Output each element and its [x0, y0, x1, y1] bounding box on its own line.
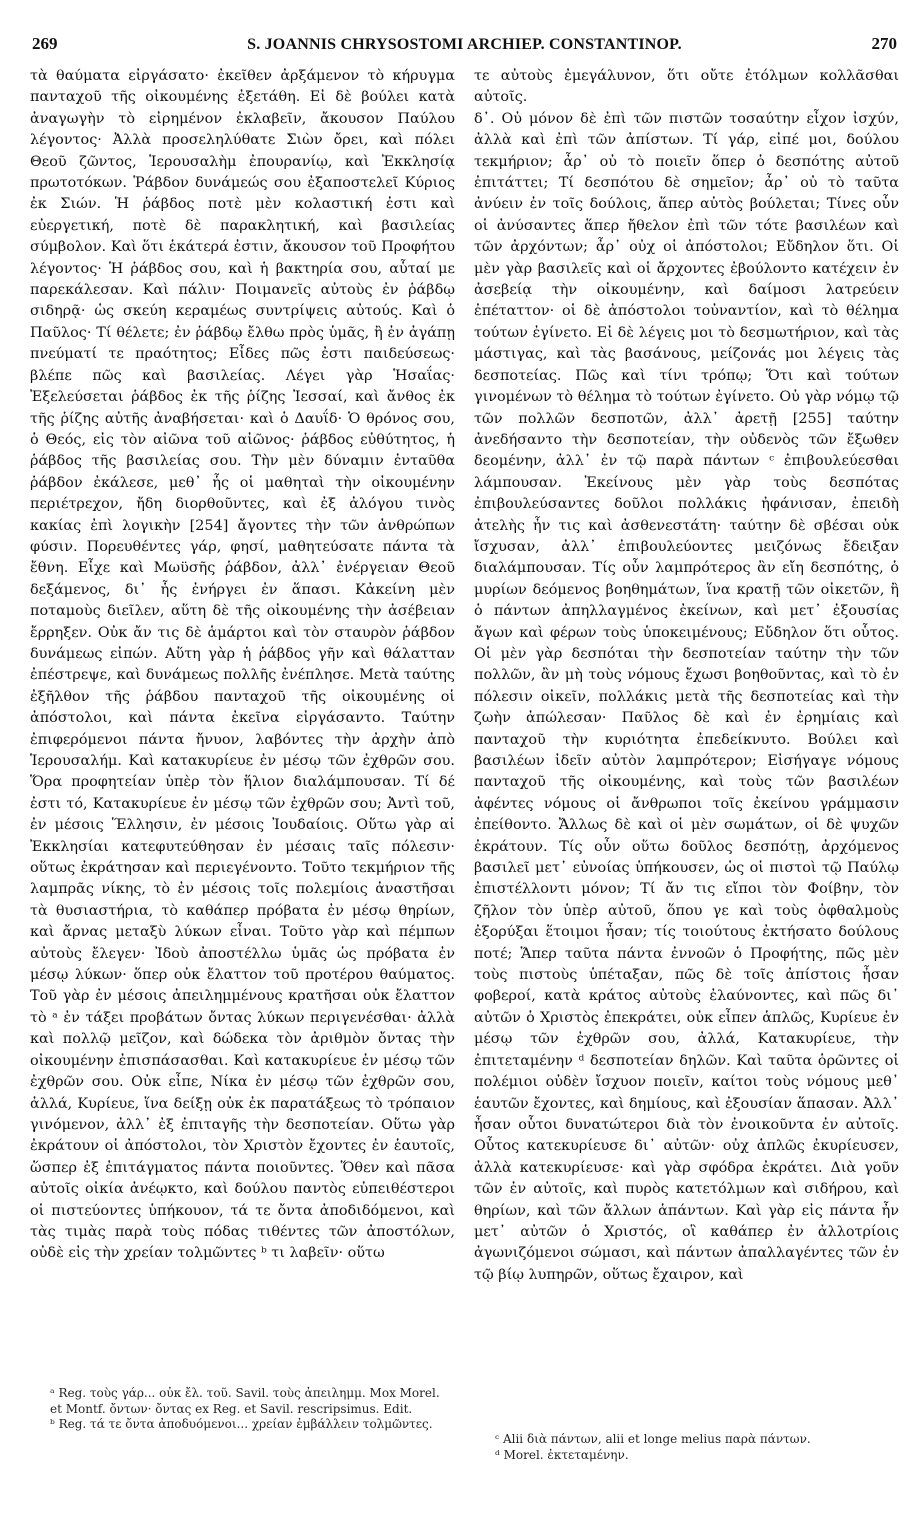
footnote-c: ᶜ Alii διὰ πάντων, alii et longe melius παρὰ πάντων. — [495, 1432, 811, 1446]
footnotes-right — [495, 1432, 895, 1463]
page-number-left: 269 — [32, 34, 58, 53]
right-column — [474, 66, 899, 1286]
right-paragraph: τε αὐτοὺς ἐμεγάλυνον, ὅτι οὔτε ἐτόλμων κολλᾶσθαι αὐτοῖς. — [474, 68, 899, 106]
page-number-right: 270 — [871, 34, 897, 53]
running-title: S. JOANNIS CHRYSOSTOMI ARCHIEP. CONSTANTINOP. — [247, 36, 682, 53]
footnote-b: ᵇ Reg. τά τε ὄντα ἀποδυόμενοι... χρείαν ἐμβάλλειν τολμῶντες. — [50, 1417, 433, 1431]
left-column — [30, 66, 455, 1265]
left-paragraph: τὰ θαύματα εἰργάσατο· ἐκεῖθεν ἀρξάμενον τὸ κήρυγμα πανταχοῦ τῆς οἰκουμένης ἐξετάθη. Εἰ δὲ βούλει κατὰ ἀναγωγὴν τὸ εἰρημένον ἐκλαβεῖν, ἄκουσον Παύλου λέγοντος· Ἀλλὰ προσεληλύθατε Σιὼν ὄρει, καὶ πόλει Θεοῦ ζῶντος, Ἱερουσαλὴμ ἐπουρανίῳ, καὶ Ἐκκλησίᾳ πρωτοτόκων. Ῥάβδον δυνάμεώς σου ἐξαποστελεῖ Κύριος ἐκ Σιών. Ἡ ῥάβδος ποτὲ μὲν κολαστική ἐστι καὶ εὐεργετική, ποτὲ δὲ παρακλητική, καὶ βασιλείας σύμβολον. Καὶ ὅτι ἑκάτερά ἐστιν, ἄκουσον τοῦ Προφήτου λέγοντος· Ἡ ῥάβδος σου, καὶ ἡ βακτηρία σου, αὗταί με παρεκάλεσαν. Καὶ πάλιν· Ποιμανεῖς αὐτοὺς ἐν ῥάβδῳ σιδηρᾷ· ὡς σκεύη κεραμέως συντρίψεις αὐτούς. Καὶ ὁ Παῦλος· Τί θέλετε; ἐν ῥάβδῳ ἔλθω πρὸς ὑμᾶς, ἢ ἐν ἀγάπῃ πνεύματί τε πραότητος; Εἶδες πῶς ἐστι παιδεύσεως· βλέπε πῶς καὶ βασιλείας. Λέγει γὰρ Ἡσαΐας· Ἐξελεύσεται ῥάβδος ἐκ τῆς ῥίζης Ἰεσσαί, καὶ ἄνθος ἐκ τῆς ῥίζης αὐτῆς ἀναβήσεται· καὶ ὁ Δαυΐδ· Ὁ θρόνος σου, ὁ Θεός, εἰς τὸν αἰῶνα τοῦ αἰῶνος· ῥάβδος εὐθύτητος, ἡ ῥάβδος τῆς βασιλείας σου. Τὴν μὲν δύναμιν ἐνταῦθα ῥάβδον ἐκάλεσε, μεθ᾽ ἧς οἱ μαθηταὶ τὴν οἰκουμένην περιέτρεχον, ἤδη διορθοῦντες, καὶ ἐξ ἀλόγου τινὸς κακίας ἐπὶ λογικὴν [254] ἄγοντες τὴν τῶν ἀνθρώπων φύσιν. Πορευθέντες γάρ, φησί, μαθητεύσατε πάντα τὰ ἔθνη. Εἶχε καὶ Μωϋσῆς ῥάβδον, ἀλλ᾽ ἐνέργειαν Θεοῦ δεξάμενος, δι᾽ ἧς ἐνήργει ἐν ἅπασι. Κἀκείνη μὲν ποταμοὺς διεῖλεν, αὕτη δὲ τῆς οἰκουμένης τὴν ἀσέβειαν ἔρρηξεν. Οὐκ ἄν τις δὲ ἁμάρτοι καὶ τὸν σταυρὸν ῥάβδον δυνάμεως εἰπών. Αὕτη γὰρ ἡ ῥάβδος γῆν καὶ θάλατταν ἐπέστρεψε, καὶ δυνάμεως πολλῆς ἐνέπλησε. Μετὰ ταύτης ἐξῆλθον τῆς ῥάβδου πανταχοῦ τῆς οἰκουμένης οἱ ἀπόστολοι, καὶ πάντα ἐκεῖνα εἰργάσαντο. Ταύτην ἐπιφερόμενοι πάντα ἤνυον, λαβόντες τὴν ἀρχὴν ἀπὸ Ἱερουσαλήμ. Καὶ κατακυρίευε ἐν μέσῳ τῶν ἐχθρῶν σου. Ὅρα προφητείαν ὑπὲρ τὸν ἥλιον διαλάμπουσαν. Τί δέ ἐστι τό, Κατακυρίευε ἐν μέσῳ τῶν ἐχθρῶν σου; Ἀντὶ τοῦ, ἐν μέσοις Ἕλλησιν, ἐν μέσοις Ἰουδαίοις. Οὕτω γὰρ αἱ Ἐκκλησίαι κατεφυτεύθησαν ἐν μέσαις ταῖς πόλεσιν· οὕτως ἐκράτησαν καὶ περιεγένοντο. Τοῦτο τεκμήριον τῆς λαμπρᾶς νίκης, τὸ ἐν μέσοις τοῖς πολεμίοις ἀναστῆσαι τὰ θυσιαστήρια, τὸ καθάπερ πρόβατα ἐν μέσῳ θηρίων, καὶ ἄρνας μεταξὺ λύκων εἶναι. Τοῦτο γὰρ καὶ πέμπων αὐτοὺς ἔλεγεν· Ἰδοὺ ἀποστέλλω ὑμᾶς ὡς πρόβατα ἐν μέσῳ λύκων· ὅπερ οὐκ ἔλαττον τοῦ προτέρου θαύματος. Τοῦ γὰρ ἐν μέσοις ἀπειλημμένους κρατῆσαι οὐκ ἔλαττον τὸ ᵃ ἐν τάξει προβάτων ὄντας λύκων περιγενέσθαι· ἀλλὰ καὶ πολλῷ μεῖζον, καὶ δώδεκα τὸν ἀριθμὸν ὄντας τὴν οἰκουμένην ἐπισπάσασθαι. Καὶ κατακυρίευε ἐν μέσῳ τῶν ἐχθρῶν σου. Οὐκ εἶπε, Νίκα ἐν μέσῳ τῶν ἐχθρῶν σου, ἀλλά, Κυρίευε, ἵνα δείξῃ οὐκ ἐκ παρατάξεως τὸ τρόπαιον γινόμενον, ἀλλ᾽ ἐξ ἐπιταγῆς τὴν δεσποτείαν. Οὕτω γὰρ ἐκράτουν οἱ ἀπόστολοι, τὸν Χριστὸν ἔχοντες ἐν ἑαυτοῖς, ὥσπερ ἐξ ἐπιτάγματος πάντα ποιοῦντες. Ὅθεν καὶ πᾶσα αὐτοῖς οἰκία ἀνέῳκτο, καὶ δούλου παντὸς εὐπειθέστεροι οἱ πιστεύοντες ὑπήκουον, τά τε ὄντα ἀποδιδόμενοι, καὶ τὰς τιμὰς παρὰ τοὺς πόδας τιθέντες τῶν ἀποστόλων, οὐδὲ εἰς τὴν χρείαν τολμῶντες ᵇ τι λαβεῖν· οὕτω — [30, 68, 455, 1262]
right-paragraph: δ᾽. Οὐ μόνον δὲ ἐπὶ τῶν πιστῶν τοσαύτην εἶχον ἰσχύν, ἀλλὰ καὶ ἐπὶ τῶν ἀπίστων. Τί γάρ, εἰπέ μοι, δούλου τεκμήριον; ἆρ᾽ οὐ τὸ ποιεῖν ὅπερ ὁ δεσπότης αὐτοῦ ἐπιτάττει; Τί δεσπότου δὲ σημεῖον; ἆρ᾽ οὐ τὸ ταῦτα ἀνύειν ἐν τοῖς δούλοις, ἅπερ αὐτὸς βούλεται; Τίνες οὖν οἱ ἀνύσαντες ἅπερ ἤθελον ἐπὶ τῶν τότε βασιλέων καὶ τῶν ἀρχόντων; ἆρ᾽ οὐχ οἱ ἀπόστολοι; Εὔδηλον ὅτι. Οἱ μὲν γὰρ βασιλεῖς καὶ οἱ ἄρχοντες ἐβούλοντο κατέχειν ἐν ἀσεβείᾳ τὴν οἰκουμένην, καὶ δαίμοσι λατρεύειν ἐπέταττον· οἱ δὲ ἀπόστολοι τοὐναντίον, καὶ τὸ θέλημα τούτων ἐγίνετο. Εἰ δὲ λέγεις μοι τὸ δεσμωτήριον, καὶ τὰς μάστιγας, καὶ τὰς βασάνους, μείζονάς μοι λέγεις τὰς δεσποτείας. Πῶς καὶ τίνι τρόπῳ; Ὅτι καὶ τούτων γινομένων τὸ θέλημα τὸ τούτων ἐγίνετο. Οὐ γὰρ νόμῳ τῷ τῶν πολλῶν δεσποτῶν, ἀλλ᾽ ἀρετῇ [255] ταύτην ἀνεδήσαντο τὴν δεσποτείαν, τὴν οὐδενὸς τῶν ἔξωθεν δεομένην, ἀλλ᾽ ἐν τῷ παρὰ πάντων ᶜ ἐπιβουλεύεσθαι λάμπουσαν. Ἐκείνους μὲν γὰρ τοὺς δεσπότας ἐπιβουλεύσαντες δοῦλοι πολλάκις ἠφάνισαν, ἐπειδὴ ἀτελὴς ἦν τις καὶ ἀσθενεστάτη· ταύτην δὲ σβέσαι οὐκ ἴσχυσαν, ἀλλ᾽ ἐπιβουλεύοντες μειζόνως ἔδειξαν διαλάμπουσαν. Τίς οὖν λαμπρότερος ἂν εἴη δεσπότης, ὁ μυρίων δεόμενος βοηθημάτων, ἵνα κρατῇ τῶν οἰκετῶν, ἢ ὁ πάντων ἀπηλλαγμένος ἐκείνων, καὶ μετ᾽ ἐξουσίας ἄγων καὶ φέρων τοὺς ὑποκειμένους; Εὔδηλον ὅτι οὗτος. Οἱ μὲν γὰρ δεσπόται τὴν δεσποτείαν ταύτην τὴν τῶν πολλῶν, ἂν μὴ τοὺς νόμους ἔχωσι βοηθοῦντας, καὶ τὸ ἐν πόλεσιν οἰκεῖν, πολλάκις μετὰ τῆς δεσποτείας καὶ τὴν ζωὴν ἀπώλεσαν· Παῦλος δὲ καὶ ἐν ἐρημίαις καὶ πανταχοῦ τὴν κυριότητα ἐπεδείκνυτο. Βούλει καὶ βασιλέων ἰδεῖν αὐτὸν λαμπρότερον; Εἰσήγαγε νόμους πανταχοῦ τῆς οἰκουμένης, καὶ τοὺς τῶν βασιλέων ἀφέντες νόμους οἱ ἄνθρωποι τοῖς ἐκείνου γράμμασιν ἐπείθοντο. Ἄλλως δὲ καὶ οἱ μὲν σωμάτων, οἱ δὲ ψυχῶν ἐκράτουν. Τίς οὖν οὕτω δοῦλος δεσπότῃ, ἀρχόμενος βασιλεῖ μετ᾽ εὐνοίας ὑπήκουσεν, ὡς οἱ πιστοὶ τῷ Παύλῳ ἐπιστέλλοντι μόνον; Τί ἄν τις εἴποι τὸν Φοίβην, τὸν ζῆλον τὸν ὑπὲρ αὐτοῦ, ὅπου γε καὶ τοὺς ὀφθαλμοὺς ἐξορύξαι ἕτοιμοι ἦσαν; τίς τοιούτους ἐκτήσατο δούλους ποτέ; Ἅπερ ταῦτα πάντα ἐννοῶν ὁ Προφήτης, πῶς μὲν τοὺς πιστοὺς ὑπέταξαν, πῶς δὲ τοῖς ἀπίστοις ἦσαν φοβεροί, κατὰ κράτος αὐτοὺς ἐλαύνοντες, καὶ πῶς δι᾽ αὐτῶν ὁ Χριστὸς ἐπεκράτει, οὐκ εἶπεν ἁπλῶς, Κυρίευε ἐν μέσῳ τῶν ἐχθρῶν σου, ἀλλά, Κατακυρίευε, τὴν ἐπιτεταμένην ᵈ δεσποτείαν δηλῶν. Καὶ ταῦτα ὁρῶντες οἱ πολέμιοι οὐδὲν ἴσχυον ποιεῖν, καίτοι τοὺς νόμους μεθ᾽ ἑαυτῶν ἔχοντες, καὶ δημίους, καὶ ἐξουσίαν ἅπασαν. Ἀλλ᾽ ἦσαν οὗτοι δυνατώτεροι διὰ τὸν ἐνοικοῦντα ἐν αὐτοῖς. Οὗτος κατεκυρίευσε δι᾽ αὐτῶν· οὐχ ἁπλῶς ἐκυρίευσεν, ἀλλὰ κατεκυρίευσε· καὶ γὰρ σφόδρα ἐκράτει. Διὰ γοῦν τῶν ἐν αὐτοῖς, καὶ πυρὸς κατετόλμων καὶ σιδήρου, καὶ θηρίων, καὶ τῶν ἄλλων ἁπάντων. Καὶ γὰρ εἰς πάντα ἦν μετ᾽ αὐτῶν ὁ Χριστός, οἳ καθάπερ ἐν ἀλλοτρίοις ἀγωνιζόμενοι σώμασι, καὶ πάντων ἀπαλλαγέντες τῶν ἐν τῷ βίῳ λυπηρῶν, οὕτως ἔχαιρον, καὶ — [474, 110, 899, 1283]
running-header — [32, 34, 897, 60]
footnote-a: ᵃ Reg. τοὺς γάρ... οὐκ ἔλ. τοῦ. Savil. τοὺς ἀπειλημμ. Mox Morel. et Montf. ὄντων· ὄντας ex Reg. et Savil. rescripsimus. Edit. — [50, 1386, 440, 1416]
footnote-d: ᵈ Morel. ἐκτεταμένην. — [495, 1447, 629, 1462]
footnotes-left — [50, 1386, 455, 1433]
